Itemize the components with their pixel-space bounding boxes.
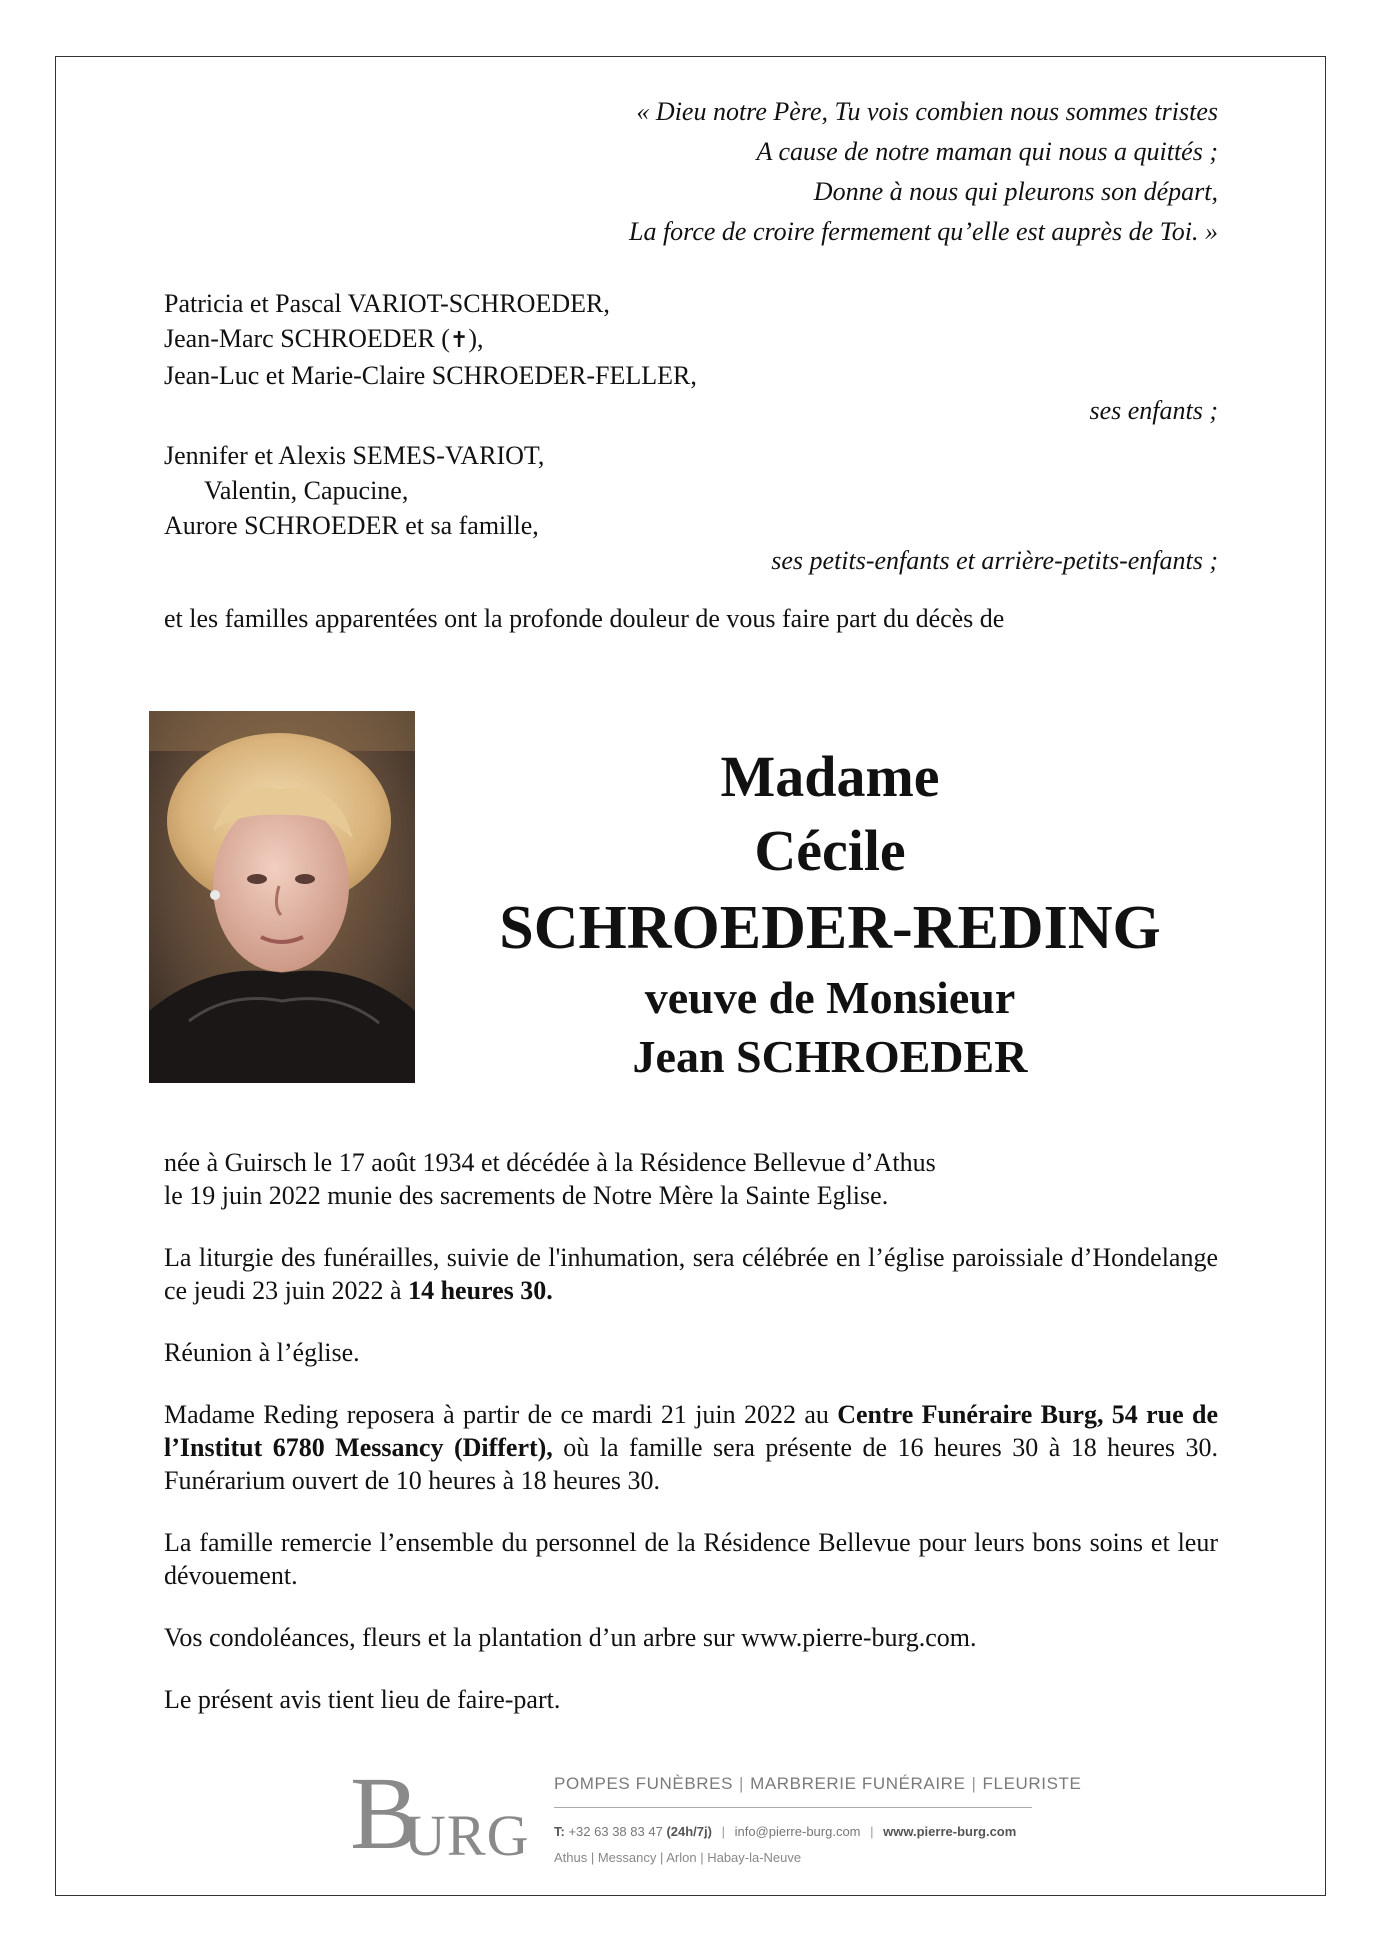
burg-logo [350,1756,530,1871]
meeting-paragraph: Réunion à l’église. [164,1338,360,1367]
deceased-last-name: SCHROEDER-REDING [499,894,1161,962]
viewing-text: Madame Reding reposera à partir de ce mardi 21 juin 2022 au [164,1400,838,1429]
deceased-portrait [149,711,415,1083]
family-list [164,286,1218,588]
family-name: Jean-Marc SCHROEDER ( [164,324,450,353]
separator: | [870,1824,874,1839]
poem-line: La force de croire fermement qu’elle est auprès de Toi. » [629,217,1218,246]
poem-line: Donne à nous qui pleurons son départ, [813,177,1218,206]
separator: | [721,1824,725,1839]
funeral-paragraph [164,1241,1218,1307]
separator: | [739,1774,745,1793]
condolences-paragraph: Vos condoléances, fleurs et la plantation d’un arbre sur www.pierre-burg.com. [164,1623,977,1652]
children-group [164,286,1218,428]
family-line: Jennifer et Alexis SEMES-VARIOT, [164,441,545,470]
widow-of: veuve de Monsieur [644,972,1016,1023]
funeral-text: La liturgie des funérailles, suivie de l'inhumation, sera célébrée en l’église paroissiale d’Hondelange ce jeudi 23 juin 2022 à [164,1243,1218,1305]
cross-icon: ✝ [449,328,469,353]
poem-line: « Dieu notre Père, Tu vois combien nous sommes tristes [636,97,1218,126]
body-line: née à Guirsch le 17 août 1934 et décédée à la Résidence Bellevue d’Athus [164,1148,936,1177]
family-line: Valentin, Capucine, [204,476,409,505]
grandchildren-role: ses petits-enfants et arrière-petits-enfants ; [771,546,1218,575]
body-line: le 19 juin 2022 munie des sacrements de Notre Mère la Sainte Eglise. [164,1181,889,1210]
deceased-title: Madame [720,744,940,809]
viewing-text-hours: où la famille sera présente de 16 heures 30 à 18 heures 30. Funérarium ouvert de 10 heures à 18 heures 30. [164,1433,1218,1495]
phone-label: T: [554,1824,565,1839]
family-line: Jean-Luc et Marie-Claire SCHROEDER-FELLER, [164,361,697,390]
children-role: ses enfants ; [1089,396,1218,425]
poem-quote [629,92,1218,252]
funeral-home-footer [350,1756,1082,1880]
website-link[interactable]: www.pierre-burg.com [883,1824,1017,1839]
separator: | [971,1774,977,1793]
services-list [554,1774,1081,1794]
portrait-illustration [149,711,415,1083]
birth-death-paragraph [164,1146,1218,1212]
service-item: MARBRERIE FUNÉRAIRE [750,1774,966,1793]
deceased-name-block [450,740,1210,1086]
email-link[interactable]: info@pierre-burg.com [734,1824,861,1839]
viewing-paragraph [164,1398,1218,1497]
locations-line: Athus | Messancy | Arlon | Habay-la-Neuve [554,1850,802,1865]
funeral-center-address: Centre Funéraire Burg, 54 rue de l’Institut 6780 Messancy (Differt), [164,1400,1219,1462]
grandchildren-group [164,438,1218,578]
announcement-body [164,1146,1218,1745]
family-line: Aurore SCHROEDER et sa famille, [164,511,539,540]
family-line: Patricia et Pascal VARIOT-SCHROEDER, [164,289,610,318]
funeral-time: 14 heures 30. [408,1276,553,1305]
service-item: POMPES FUNÈBRES [554,1774,734,1793]
phone-note: (24h/7j) [666,1824,712,1839]
poem-line: A cause de notre maman qui nous a quittés ; [756,137,1218,166]
contact-line [554,1824,1016,1839]
thanks-paragraph: La famille remercie l’ensemble du personnel de la Résidence Bellevue pour leurs bons soins et leur dévouement. [164,1528,1218,1590]
logo-letter-b: B [350,1756,420,1871]
logo-letters-urg: URG [404,1803,530,1868]
family-line [164,321,1218,358]
phone-number: +32 63 38 83 47 [568,1824,663,1839]
notice-paragraph: Le présent avis tient lieu de faire-part. [164,1685,561,1714]
announcement-intro: et les familles apparentées ont la profonde douleur de vous faire part du décès de [164,604,1005,633]
family-punct: ), [468,324,484,353]
husband-name: Jean SCHROEDER [632,1031,1028,1082]
footer-divider [554,1807,1032,1808]
deceased-first-name: Cécile [754,818,906,883]
service-item: FLEURISTE [982,1774,1082,1793]
